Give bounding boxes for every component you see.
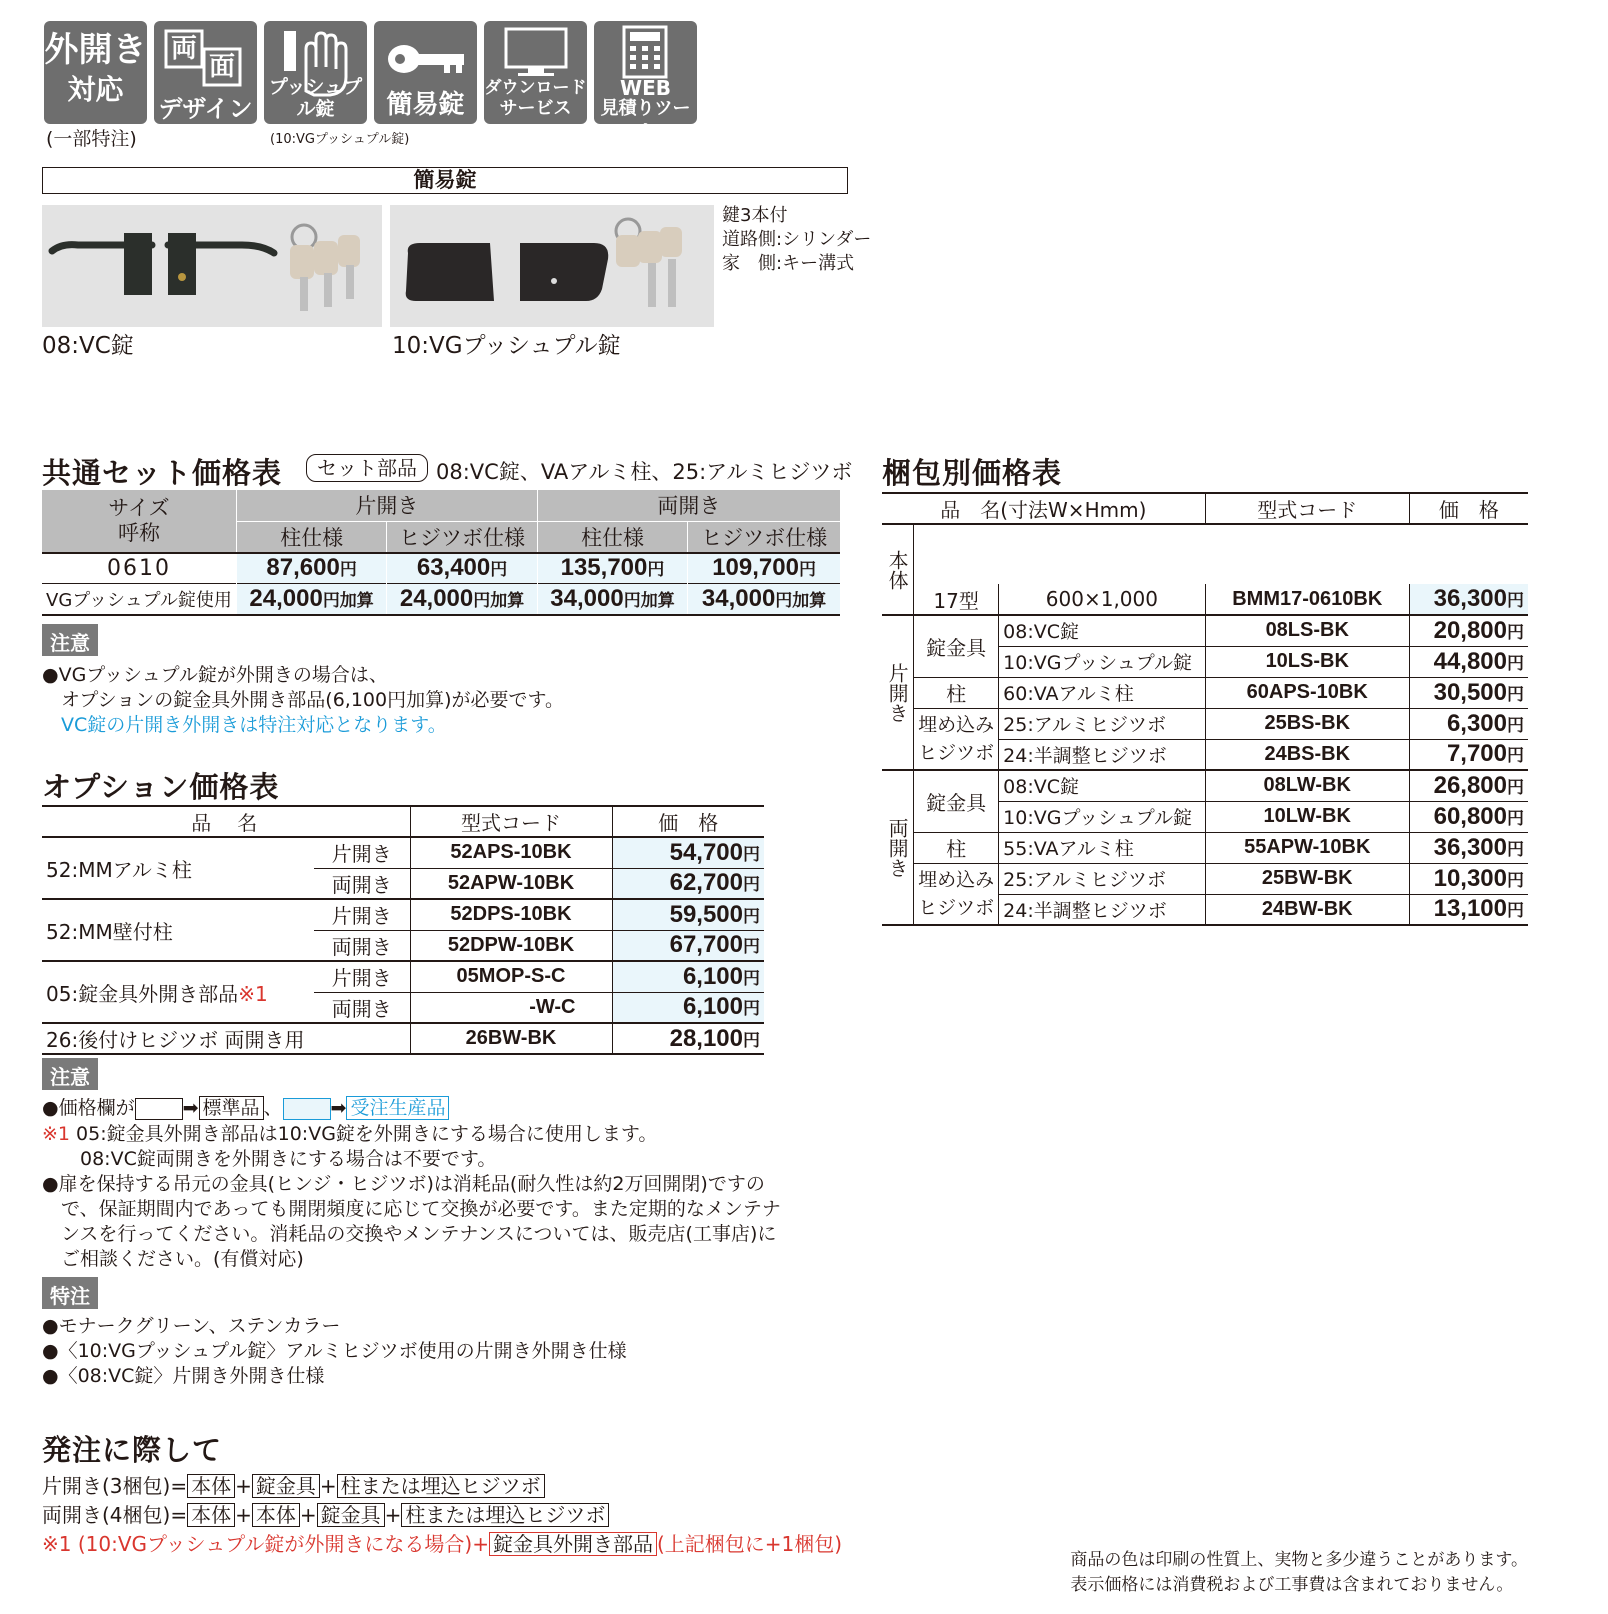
option-code: 52DPS-10BK: [410, 899, 612, 930]
price-cell: 34,000: [701, 584, 776, 612]
item-name: 10:VGプッシュプル錠: [1003, 807, 1192, 829]
yen-unit: 円: [743, 844, 760, 865]
plus-sign: +: [299, 1503, 317, 1527]
option-price: 6,100: [682, 962, 743, 990]
partial-note: (一部特注): [46, 128, 137, 150]
design-badge-a: 両: [170, 34, 197, 64]
price-cell: 109,700: [712, 554, 799, 582]
package-price-table: [882, 492, 1528, 926]
yen-unit: 円: [1507, 591, 1524, 611]
yen-unit: 円: [743, 906, 760, 927]
option-price: 67,700: [669, 931, 743, 959]
table-row: [42, 1023, 764, 1054]
note-line: 05:錠金具外開き部品は10:VG錠を外開きにする場合に使用します。: [70, 1123, 658, 1145]
hinge-group-label: 埋め込み ヒジツボ: [914, 708, 999, 770]
item-code: 08LW-BK: [1205, 770, 1409, 801]
order-box: 柱または埋込ヒジツボ: [401, 1503, 609, 1527]
web-estimate-feature: [594, 21, 697, 141]
item-name: 10:VGプッシュプル錠: [1003, 652, 1192, 674]
yen-unit: 円: [1507, 777, 1524, 798]
legend-blue-swatch: [283, 1098, 331, 1120]
legend-white-swatch: [135, 1098, 183, 1120]
body-type: 17型: [914, 584, 999, 615]
item-code: 55APW-10BK: [1205, 832, 1409, 863]
size-header: サイズ 呼称: [42, 490, 236, 553]
web-label-top: WEB: [620, 76, 671, 100]
option-price-header: 価 格: [612, 806, 764, 837]
add-unit: 円加算: [623, 590, 675, 611]
yen-unit: 円: [743, 1030, 760, 1051]
footer-notes: [1070, 1548, 1528, 1598]
option-name: 26:後付けヒジツボ 両開き用: [46, 1028, 305, 1052]
table-row: [42, 837, 764, 868]
option-price: 54,700: [669, 838, 743, 866]
package-code-header: 型式コード: [1205, 493, 1409, 524]
table-row: [882, 677, 1528, 708]
item-price: 20,800: [1433, 616, 1507, 644]
item-code: 60APS-10BK: [1205, 677, 1409, 708]
legend-made-to-order: 受注生産品: [346, 1096, 449, 1120]
lock-section-title: 簡易錠: [42, 167, 848, 194]
legend-prefix: ●価格欄が: [42, 1097, 135, 1119]
key-note-line: 鍵3本付: [722, 205, 788, 226]
item-code: 24BW-BK: [1205, 894, 1409, 925]
double-header: 両開き: [537, 490, 840, 521]
item-code: 25BW-BK: [1205, 863, 1409, 894]
table-row: [882, 832, 1528, 863]
option-price: 28,100: [669, 1024, 743, 1052]
add-unit: 円加算: [775, 590, 827, 611]
item-price: 10,300: [1433, 864, 1507, 892]
item-price: 6,300: [1446, 709, 1507, 737]
common-price-title: 共通セット価格表: [42, 456, 283, 490]
yen-unit: 円: [1507, 839, 1524, 860]
simple-lock-feature: [374, 21, 477, 124]
table-row: [42, 899, 764, 930]
item-name: 25:アルミヒジツボ: [1003, 869, 1166, 891]
body-code: BMM17-0610BK: [1205, 584, 1409, 615]
pushpull-note: (10:VGプッシュプル錠): [270, 132, 410, 147]
lock-group-label: 錠金具: [914, 770, 999, 832]
item-price: 7,700: [1446, 740, 1507, 768]
price-cell: 34,000: [550, 584, 624, 612]
option-sub: 片開き: [331, 966, 392, 991]
price-cell: 87,600: [266, 554, 340, 582]
size-cell: 0610: [106, 555, 171, 581]
option-name-header: 品 名: [191, 811, 261, 835]
item-price: 26,800: [1433, 771, 1507, 799]
note-line: ンスを行ってください。消耗品の交換やメンテナンスについては、販売店(工事店)に: [42, 1223, 777, 1245]
price-cell: 24,000: [399, 584, 474, 612]
note-mark: ※1: [42, 1123, 71, 1145]
pillar-header: 柱仕様: [236, 521, 386, 553]
note-line: ●VGプッシュプル錠が外開きの場合は、: [42, 664, 388, 686]
vc-lock-photo: [42, 205, 382, 327]
outward-opening-label-bottom: 対応: [67, 73, 124, 106]
table-row: [882, 708, 1528, 739]
item-name: 24:半調整ヒジツボ: [1003, 899, 1167, 922]
caution-note-1: [42, 663, 564, 738]
option-price: 62,700: [669, 869, 743, 897]
yen-unit: 円: [798, 560, 816, 581]
order-box: 錠金具: [317, 1503, 385, 1527]
common-price-table: [42, 490, 840, 616]
table-row: [42, 961, 764, 992]
order-box: 錠金具外開き部品: [489, 1532, 657, 1556]
vc-lock-caption: 08:VC錠: [42, 333, 134, 359]
single-header: 片開き: [236, 490, 537, 521]
key-note-line: 家 側:キー溝式: [722, 253, 855, 274]
yen-unit: 円: [743, 999, 760, 1020]
option-sub: 両開き: [331, 996, 392, 1021]
note-line: ご相談ください。(有償対応): [42, 1248, 304, 1270]
yen-unit: 円: [1507, 870, 1524, 891]
plus-sign: +: [235, 1474, 252, 1498]
caution-tag: 注意: [42, 1058, 98, 1090]
list-item: ●〈08:VC錠〉片開き外開き仕様: [42, 1365, 325, 1387]
yen-unit: 円: [1507, 684, 1524, 705]
footer-line: 商品の色は印刷の性質上、実物と多少違うことがあります。: [1070, 1550, 1528, 1570]
option-sub: 両開き: [331, 934, 392, 959]
hinge-header: ヒジツボ仕様: [688, 521, 840, 553]
hinge-header: ヒジツボ仕様: [387, 521, 538, 553]
plus-sign: +: [384, 1503, 402, 1527]
list-item: ●モナークグリーン、ステンカラー: [42, 1315, 341, 1337]
vg-lock-caption: 10:VGプッシュプル錠: [392, 333, 621, 359]
option-price-table: [42, 805, 764, 1055]
pillar-group-label: 柱: [914, 832, 999, 863]
option-name: 05:錠金具外開き部品: [46, 981, 239, 1006]
option-name: 52:MM壁付柱: [46, 919, 173, 944]
option-code: 26BW-BK: [410, 1023, 612, 1054]
item-name: 08:VC錠: [1003, 776, 1079, 799]
option-sub: 片開き: [331, 904, 392, 929]
special-order-list: [42, 1314, 627, 1389]
order-box: 本体: [187, 1503, 235, 1527]
item-price: 60,800: [1433, 802, 1507, 830]
note-line: オプションの錠金具外開き部品(6,100円加算)が必要です。: [42, 689, 564, 711]
order-note-line: [42, 1530, 842, 1559]
note-mark: ※1: [238, 981, 268, 1006]
design-label: デザイン: [158, 95, 253, 123]
item-code: 25BS-BK: [1205, 708, 1409, 739]
list-item: ●〈10:VGプッシュプル錠〉アルミヒジツボ使用の片開き外開き仕様: [42, 1340, 627, 1362]
price-legend: [42, 1096, 782, 1122]
plus-sign: +: [235, 1503, 252, 1527]
special-order-tag: 特注: [42, 1277, 98, 1309]
package-price-title: 梱包別価格表: [882, 456, 1063, 490]
item-code: 10LW-BK: [1205, 801, 1409, 832]
design-badge-b: 面: [208, 52, 235, 82]
note-line: ●扉を保持する吊元の金具(ヒンジ・ヒジツボ)は消耗品(耐久性は約2万回開閉)ですの: [42, 1173, 765, 1195]
yen-unit: 円: [647, 560, 665, 581]
note-line: で、保証期間内であっても開閉頻度に応じて交換が必要です。また定期的なメンテナ: [42, 1198, 781, 1220]
key-note-line: 道路側:シリンダー: [722, 229, 872, 250]
pillar-group-label: 柱: [914, 677, 999, 708]
lock-group-label: 錠金具: [914, 615, 999, 677]
item-name: 55:VAアルミ柱: [1003, 838, 1134, 860]
web-label-bottom: 見積りツール: [600, 98, 691, 141]
body-label: 本体: [882, 524, 914, 615]
design-feature: [154, 21, 257, 124]
order-label: 片開き(3梱包)=: [42, 1474, 188, 1498]
key-icon: [374, 21, 477, 101]
table-row: [882, 584, 1528, 615]
item-code: 08LS-BK: [1205, 615, 1409, 646]
legend-standard: 標準品: [199, 1096, 264, 1120]
item-price: 36,300: [1433, 833, 1507, 861]
item-price: 13,100: [1433, 895, 1507, 923]
order-note-prefix: ※1 (10:VGプッシュプル錠が外開きになる場合)+: [42, 1532, 489, 1556]
order-double-line: [42, 1501, 842, 1530]
plus-sign: +: [319, 1474, 337, 1498]
note-line: 08:VC錠両開きを外開きにする場合は不要です。: [42, 1148, 497, 1170]
key-note: [722, 204, 871, 276]
legend-separator: 、: [263, 1097, 283, 1119]
body-price: 36,300: [1433, 585, 1507, 612]
vg-label-cell: VGプッシュプル錠使用: [46, 589, 232, 611]
item-price: 44,800: [1433, 647, 1507, 675]
simple-lock-label: 簡易錠: [386, 90, 465, 120]
add-unit: 円加算: [322, 590, 374, 611]
monitor-icon: [484, 21, 587, 81]
add-unit: 円加算: [473, 590, 525, 611]
yen-unit: 円: [1507, 808, 1524, 829]
price-cell: 135,700: [560, 554, 648, 582]
order-box: 柱または埋込ヒジツボ: [337, 1474, 545, 1498]
yen-unit: 円: [743, 875, 760, 896]
order-note-suffix: (上記梱包に+1梱包): [656, 1532, 843, 1556]
option-code: 52DPW-10BK: [410, 930, 612, 961]
package-name-header: 品 名(寸法W×Hmm): [940, 498, 1147, 522]
table-row: [42, 584, 840, 615]
table-row: [42, 553, 840, 584]
option-code: 05MOP-S-C: [410, 961, 612, 992]
yen-unit: 円: [490, 560, 508, 581]
calculator-icon: [594, 21, 697, 81]
pillar-header: 柱仕様: [537, 521, 687, 553]
item-name: 25:アルミヒジツボ: [1003, 714, 1166, 736]
hinge-group-label: 埋め込み ヒジツボ: [914, 863, 999, 925]
single-group-label: 片開き: [882, 615, 914, 770]
option-price: 6,100: [682, 993, 743, 1021]
yen-unit: 円: [339, 560, 357, 581]
yen-unit: 円: [1507, 746, 1524, 767]
note-line-cyan: VC錠の片開き外開きは特注対応となります。: [42, 714, 447, 736]
push-pull-feature: [264, 21, 367, 124]
option-price-title: オプション価格表: [42, 770, 280, 804]
order-box: 本体: [187, 1474, 235, 1498]
caution-note-2: [42, 1096, 782, 1272]
outward-opening-label-top: 外開き: [44, 30, 147, 70]
yen-unit: 円: [743, 937, 760, 958]
option-sub: 片開き: [331, 842, 392, 867]
item-code: 10LS-BK: [1205, 646, 1409, 677]
set-parts-label: セット部品: [306, 454, 428, 482]
option-code: 52APW-10BK: [410, 868, 612, 899]
yen-unit: 円: [1507, 622, 1524, 643]
option-price: 59,500: [669, 900, 743, 928]
yen-unit: 円: [1507, 715, 1524, 736]
package-price-header: 価 格: [1409, 493, 1528, 524]
set-parts: 08:VC錠、VAアルミ柱、25:アルミヒジツボ: [436, 460, 853, 484]
caution-tag: 注意: [42, 624, 98, 656]
option-name: 52:MMアルミ柱: [46, 857, 192, 882]
order-box: 錠金具: [252, 1474, 320, 1498]
option-code-header: 型式コード: [410, 806, 612, 837]
body-size: 600×1,000: [1045, 587, 1158, 611]
item-price: 30,500: [1433, 678, 1507, 706]
order-label: 両開き(4梱包)=: [42, 1503, 188, 1527]
footer-line: 表示価格には消費税および工事費は含まれておりません。: [1070, 1575, 1514, 1595]
double-group-label: 両開き: [882, 770, 914, 925]
download-label-top: ダウンロード: [484, 78, 587, 98]
item-name: 60:VAアルミ柱: [1003, 683, 1134, 705]
yen-unit: 円: [1507, 901, 1524, 922]
option-code: 52APS-10BK: [410, 837, 612, 868]
item-name: 24:半調整ヒジツボ: [1003, 744, 1167, 767]
vg-lock-photo: [390, 205, 714, 327]
download-label-bottom: サービス: [499, 98, 572, 119]
price-cell: 24,000: [249, 584, 323, 612]
item-code: 24BS-BK: [1205, 739, 1409, 770]
order-formulas: [42, 1472, 842, 1559]
arrow-icon: ➡: [330, 1097, 347, 1119]
order-title: 発注に際して: [42, 1433, 223, 1467]
order-single-line: [42, 1472, 842, 1501]
yen-unit: 円: [743, 968, 760, 989]
option-sub: 両開き: [331, 872, 392, 897]
outward-opening-feature: [44, 21, 147, 124]
option-code: -W-C: [410, 992, 612, 1023]
price-cell: 63,400: [416, 554, 491, 582]
table-row: [882, 615, 1528, 646]
item-name: 08:VC錠: [1003, 621, 1079, 644]
table-row: [882, 863, 1528, 894]
push-pull-label: プッシュプル錠: [268, 76, 363, 120]
yen-unit: 円: [1507, 653, 1524, 674]
table-row: [882, 770, 1528, 801]
download-feature: [484, 21, 587, 124]
arrow-icon: ➡: [182, 1097, 199, 1119]
order-box: 本体: [252, 1503, 300, 1527]
